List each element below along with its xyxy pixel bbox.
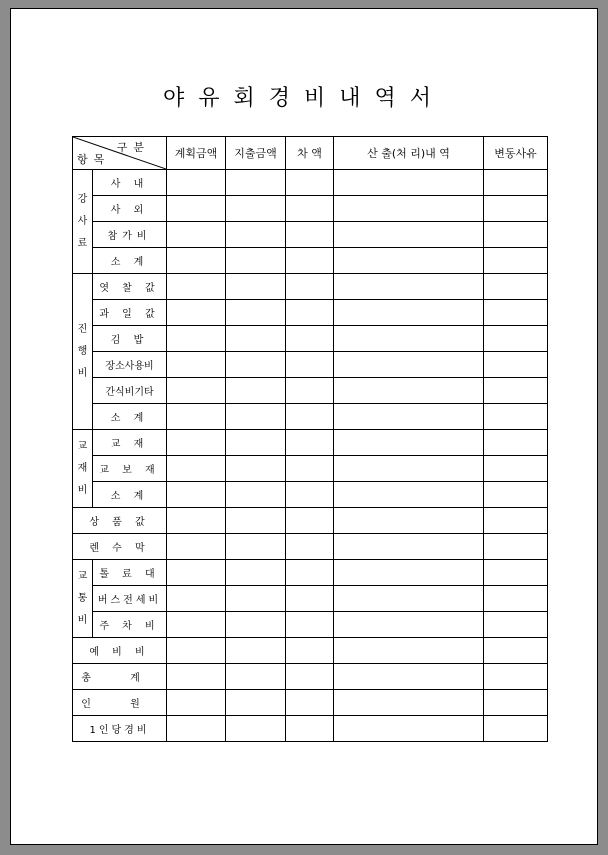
item-label: 소 계: [93, 248, 167, 274]
table-row: [73, 248, 548, 274]
reason-cell[interactable]: [484, 508, 548, 534]
reason-cell[interactable]: [484, 248, 548, 274]
difference-cell[interactable]: [286, 612, 334, 638]
difference-cell[interactable]: [286, 274, 334, 300]
planned-cell[interactable]: [167, 456, 226, 482]
planned-cell[interactable]: [167, 690, 226, 716]
planned-cell[interactable]: [167, 638, 226, 664]
calculation-cell[interactable]: [334, 196, 484, 222]
difference-cell[interactable]: [286, 664, 334, 690]
difference-cell[interactable]: [286, 534, 334, 560]
reason-cell[interactable]: [484, 716, 548, 742]
spent-cell[interactable]: [226, 274, 286, 300]
item-label: 버스전세비: [93, 586, 167, 612]
spent-cell[interactable]: [226, 638, 286, 664]
calculation-cell[interactable]: [334, 664, 484, 690]
spent-cell[interactable]: [226, 508, 286, 534]
category-materials-cost: 교 재 비: [73, 430, 93, 508]
spent-cell[interactable]: [226, 716, 286, 742]
diagonal-header-cell: [73, 137, 167, 170]
difference-cell[interactable]: [286, 690, 334, 716]
planned-cell[interactable]: [167, 430, 226, 456]
item-label: 참가비: [93, 222, 167, 248]
planned-cell[interactable]: [167, 482, 226, 508]
item-label: 김 밥: [93, 326, 167, 352]
reason-cell[interactable]: [484, 456, 548, 482]
planned-cell[interactable]: [167, 352, 226, 378]
item-label: 간식비기타: [93, 378, 167, 404]
calculation-cell[interactable]: [334, 222, 484, 248]
planned-cell[interactable]: [167, 300, 226, 326]
difference-cell[interactable]: [286, 300, 334, 326]
calculation-cell[interactable]: [334, 716, 484, 742]
table-row: [73, 222, 548, 248]
planned-cell[interactable]: [167, 196, 226, 222]
table-row: [73, 482, 548, 508]
table-row: [73, 326, 548, 352]
calculation-cell[interactable]: [334, 456, 484, 482]
planned-cell[interactable]: [167, 404, 226, 430]
reason-cell[interactable]: [484, 690, 548, 716]
difference-cell[interactable]: [286, 170, 334, 196]
item-label: 소 계: [93, 482, 167, 508]
calculation-cell[interactable]: [334, 482, 484, 508]
reason-cell[interactable]: [484, 404, 548, 430]
calculation-cell[interactable]: [334, 378, 484, 404]
difference-cell[interactable]: [286, 586, 334, 612]
table-row: [73, 560, 548, 586]
table-row: [73, 430, 548, 456]
spent-cell[interactable]: [226, 326, 286, 352]
item-label: 사 외: [93, 196, 167, 222]
col-header-reason: 변동사유: [484, 137, 548, 170]
spent-cell[interactable]: [226, 690, 286, 716]
calculation-cell[interactable]: [334, 638, 484, 664]
planned-cell[interactable]: [167, 170, 226, 196]
item-label: 주 차 비: [93, 612, 167, 638]
category-lecture-fee: 강 사 료: [73, 170, 93, 274]
calculation-cell[interactable]: [334, 690, 484, 716]
table-row: [73, 716, 548, 742]
calculation-cell[interactable]: [334, 404, 484, 430]
table-row: [73, 300, 548, 326]
table-row: [73, 664, 548, 690]
reason-cell[interactable]: [484, 274, 548, 300]
planned-cell[interactable]: [167, 378, 226, 404]
item-label-per-person: 1인당경비: [73, 716, 167, 742]
spent-cell[interactable]: [226, 430, 286, 456]
item-label: 톨 료 대: [93, 560, 167, 586]
table-row: [73, 508, 548, 534]
planned-cell[interactable]: [167, 508, 226, 534]
calculation-cell[interactable]: [334, 352, 484, 378]
spent-cell[interactable]: [226, 456, 286, 482]
table-row: [73, 612, 548, 638]
spent-cell[interactable]: [226, 560, 286, 586]
table-header-row: [73, 137, 548, 170]
difference-cell[interactable]: [286, 404, 334, 430]
planned-cell[interactable]: [167, 326, 226, 352]
planned-cell[interactable]: [167, 612, 226, 638]
difference-cell[interactable]: [286, 508, 334, 534]
table-row: [73, 378, 548, 404]
calculation-cell[interactable]: [334, 274, 484, 300]
item-label: 엿 찰 값: [93, 274, 167, 300]
calculation-cell[interactable]: [334, 560, 484, 586]
col-header-calculation: 산 출(처 리)내 역: [334, 137, 484, 170]
expense-table: [72, 136, 548, 742]
diag-bottom-label: 항목: [77, 153, 111, 166]
calculation-cell[interactable]: [334, 300, 484, 326]
calculation-cell[interactable]: [334, 534, 484, 560]
table-row: [73, 404, 548, 430]
item-label-total: 총 계: [73, 664, 167, 690]
difference-cell[interactable]: [286, 638, 334, 664]
planned-cell[interactable]: [167, 560, 226, 586]
spent-cell[interactable]: [226, 352, 286, 378]
difference-cell[interactable]: [286, 378, 334, 404]
item-label: 사 내: [93, 170, 167, 196]
table-row: [73, 534, 548, 560]
reason-cell[interactable]: [484, 222, 548, 248]
spent-cell[interactable]: [226, 664, 286, 690]
calculation-cell[interactable]: [334, 586, 484, 612]
reason-cell[interactable]: [484, 196, 548, 222]
calculation-cell[interactable]: [334, 430, 484, 456]
difference-cell[interactable]: [286, 196, 334, 222]
item-label-reserve: 예 비 비: [73, 638, 167, 664]
difference-cell[interactable]: [286, 222, 334, 248]
reason-cell[interactable]: [484, 534, 548, 560]
reason-cell[interactable]: [484, 482, 548, 508]
planned-cell[interactable]: [167, 716, 226, 742]
spent-cell[interactable]: [226, 196, 286, 222]
table-row: [73, 690, 548, 716]
reason-cell[interactable]: [484, 170, 548, 196]
spent-cell[interactable]: [226, 378, 286, 404]
table-row: [73, 586, 548, 612]
reason-cell[interactable]: [484, 378, 548, 404]
reason-cell[interactable]: [484, 612, 548, 638]
item-label: 과 일 값: [93, 300, 167, 326]
spent-cell[interactable]: [226, 404, 286, 430]
calculation-cell[interactable]: [334, 326, 484, 352]
difference-cell[interactable]: [286, 456, 334, 482]
reason-cell[interactable]: [484, 300, 548, 326]
spent-cell[interactable]: [226, 482, 286, 508]
reason-cell[interactable]: [484, 638, 548, 664]
document-title: 야유회경비내역서: [162, 86, 446, 111]
spent-cell[interactable]: [226, 222, 286, 248]
reason-cell[interactable]: [484, 326, 548, 352]
item-label-banner: 렌 수 막: [73, 534, 167, 560]
item-label: 장소사용비: [93, 352, 167, 378]
table-row: [73, 170, 548, 196]
planned-cell[interactable]: [167, 274, 226, 300]
spent-cell[interactable]: [226, 612, 286, 638]
reason-cell[interactable]: [484, 664, 548, 690]
document-page: [10, 8, 598, 845]
difference-cell[interactable]: [286, 352, 334, 378]
planned-cell[interactable]: [167, 586, 226, 612]
calculation-cell[interactable]: [334, 248, 484, 274]
spent-cell[interactable]: [226, 300, 286, 326]
table-row: [73, 456, 548, 482]
reason-cell[interactable]: [484, 430, 548, 456]
item-label-headcount: 인 원: [73, 690, 167, 716]
table-row: [73, 352, 548, 378]
planned-cell[interactable]: [167, 222, 226, 248]
planned-cell[interactable]: [167, 534, 226, 560]
col-header-spent: 지출금액: [226, 137, 286, 170]
item-label: 교 보 재: [93, 456, 167, 482]
diag-top-label: 구분: [116, 141, 150, 154]
table-row: [73, 196, 548, 222]
col-header-difference: 차 액: [286, 137, 334, 170]
reason-cell[interactable]: [484, 352, 548, 378]
difference-cell[interactable]: [286, 482, 334, 508]
spent-cell[interactable]: [226, 586, 286, 612]
item-label: 소 계: [93, 404, 167, 430]
planned-cell[interactable]: [167, 664, 226, 690]
item-label: 교 재: [93, 430, 167, 456]
reason-cell[interactable]: [484, 586, 548, 612]
calculation-cell[interactable]: [334, 508, 484, 534]
difference-cell[interactable]: [286, 560, 334, 586]
item-label-prize: 상 품 값: [73, 508, 167, 534]
table-row: [73, 638, 548, 664]
difference-cell[interactable]: [286, 248, 334, 274]
reason-cell[interactable]: [484, 560, 548, 586]
spent-cell[interactable]: [226, 248, 286, 274]
table-row: [73, 274, 548, 300]
spent-cell[interactable]: [226, 170, 286, 196]
category-progress-cost: 진 행 비: [73, 274, 93, 430]
calculation-cell[interactable]: [334, 170, 484, 196]
planned-cell[interactable]: [167, 248, 226, 274]
difference-cell[interactable]: [286, 430, 334, 456]
category-transport-cost: 교 통 비: [73, 560, 93, 638]
col-header-planned: 계획금액: [167, 137, 226, 170]
difference-cell[interactable]: [286, 716, 334, 742]
calculation-cell[interactable]: [334, 612, 484, 638]
spent-cell[interactable]: [226, 534, 286, 560]
difference-cell[interactable]: [286, 326, 334, 352]
